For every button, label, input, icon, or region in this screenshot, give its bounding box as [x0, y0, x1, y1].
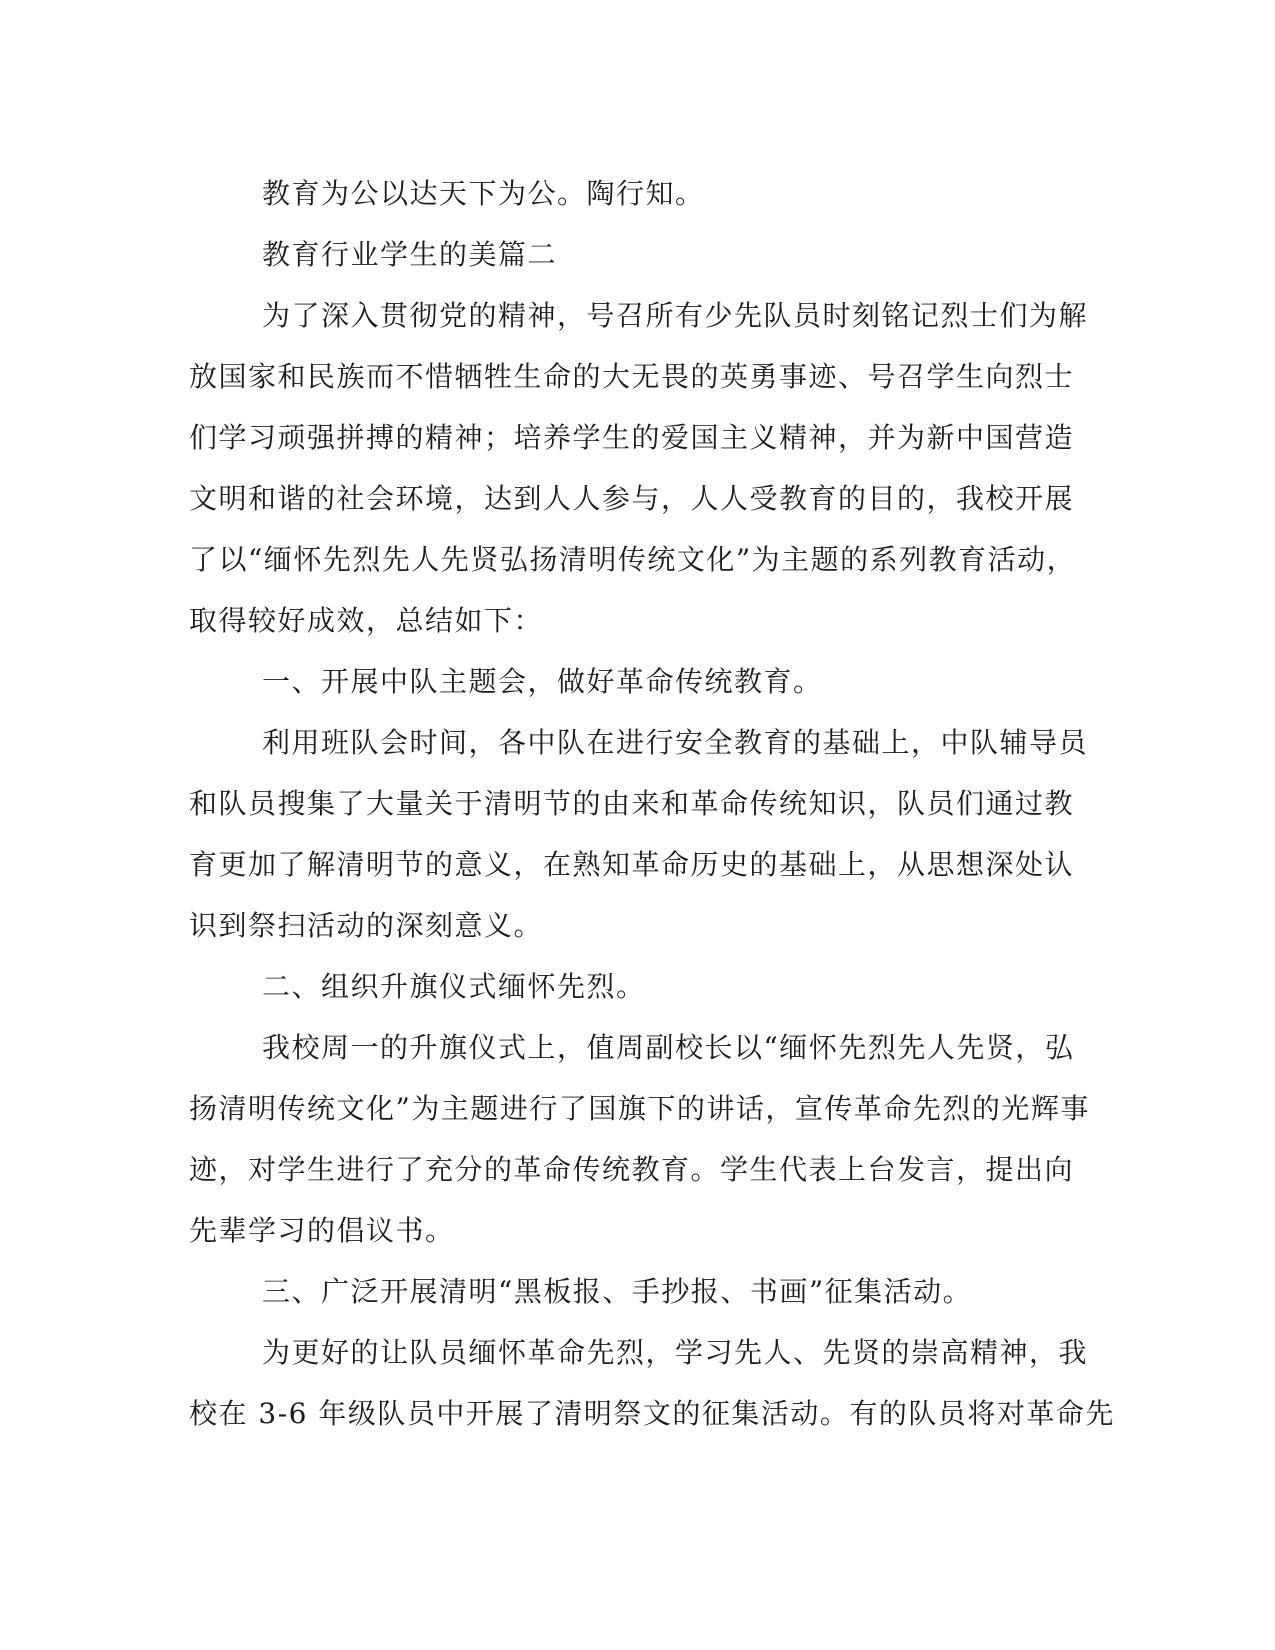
text-line: 迹，对学生进行了充分的革命传统教育。学生代表上台发言，提出向: [189, 1153, 1075, 1186]
text-line: 利用班队会时间，各中队在进行安全教育的基础上，中队辅导员: [262, 726, 1089, 759]
text-line: 了以“缅怀先烈先人先贤弘扬清明传统文化”为主题的系列教育活动，: [189, 543, 1077, 576]
text-line: 放国家和民族而不惜牺牲生命的大无畏的英勇事迹、号召学生向烈士: [189, 360, 1075, 393]
text-line: 取得较好成效，总结如下：: [189, 604, 544, 637]
text-line: 育更加了解清明节的意义，在熟知革命历史的基础上，从思想深处认: [189, 848, 1075, 881]
text-line: 为更好的让队员缅怀革命先烈，学习先人、先贤的崇高精神，我: [262, 1336, 1089, 1369]
text-line: 文明和谐的社会环境，达到人人参与，人人受教育的目的，我校开展: [189, 482, 1075, 515]
text-line: 们学习顽强拼搏的精神；培养学生的爱国主义精神，并为新中国营造: [189, 421, 1075, 454]
text-line: 校在 3-6 年级队员中开展了清明祭文的征集活动。有的队员将对革命先: [189, 1397, 1115, 1430]
text-line: 识到祭扫活动的深刻意义。: [189, 909, 544, 942]
subheading: 二、组织升旗仪式缅怀先烈。: [262, 970, 646, 1003]
text-line: 先辈学习的倡议书。: [189, 1214, 455, 1247]
text-line: 为了深入贯彻党的精神，号召所有少先队员时刻铭记烈士们为解: [262, 299, 1089, 332]
text-line: 我校周一的升旗仪式上，值周副校长以“缅怀先烈先人先贤，弘: [262, 1031, 1075, 1064]
text-line: 扬清明传统文化”为主题进行了国旗下的讲话，宣传革命先烈的光辉事: [189, 1092, 1090, 1125]
text-line: 和队员搜集了大量关于清明节的由来和革命传统知识，队员们通过教: [189, 787, 1075, 820]
document-body: [189, 163, 1115, 1444]
subheading: 一、开展中队主题会，做好革命传统教育。: [262, 665, 823, 698]
section-title: 教育行业学生的美篇二: [262, 238, 558, 271]
subheading: 三、广泛开展清明“黑板报、手抄报、书画”征集活动。: [262, 1275, 973, 1308]
text-line: 教育为公以达天下为公。陶行知。: [262, 177, 705, 210]
